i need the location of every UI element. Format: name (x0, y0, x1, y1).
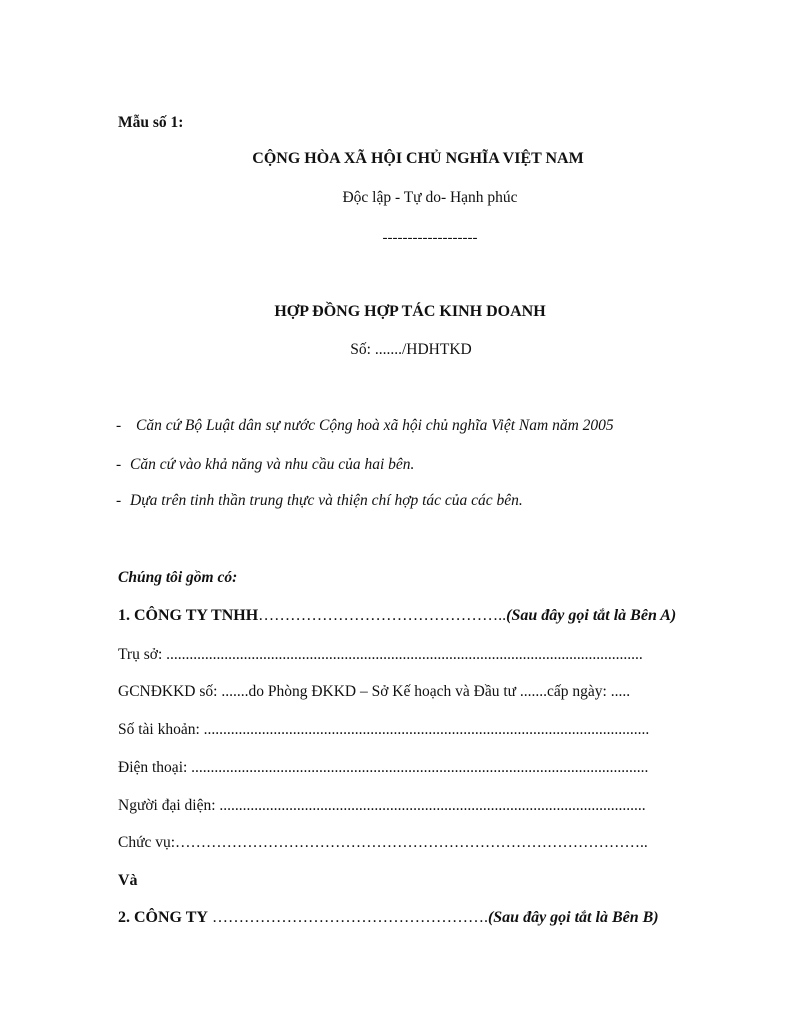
field-position: Chức vụ:……………………………………………………………………………….. (118, 834, 648, 851)
list-dash: - (116, 492, 122, 509)
conjunction-and: Và (118, 872, 138, 889)
contract-title: HỢP ĐỒNG HỢP TÁC KINH DOANH (274, 303, 546, 320)
party-a-line (118, 606, 676, 626)
field-business-registration: GCNĐKKD số: .......do Phòng ĐKKD – Sở Kế hoạch và Đầu tư .......cấp ngày: ..... (118, 683, 631, 700)
legal-basis-text: Dựa trên tinh thần trung thực và thiện chí hợp tác của các bên. (130, 492, 523, 509)
legal-basis-item (116, 416, 614, 436)
nation-header: CỘNG HÒA XÃ HỘI CHỦ NGHĨA VIỆT NAM (252, 150, 584, 167)
field-headquarters: Trụ sở: ........................................................................................................................... (118, 646, 643, 663)
legal-basis-text: Căn cứ vào khả năng và nhu cầu của hai bên. (130, 456, 415, 473)
form-number: Mẫu số 1: (118, 114, 184, 131)
legal-basis-item (116, 491, 523, 511)
contract-number: Số: ......./HDHTKD (350, 341, 472, 358)
legal-basis-item (116, 455, 414, 475)
list-dash: - (116, 417, 122, 434)
party-a-name: 1. CÔNG TY TNHH (118, 607, 259, 624)
party-b-name: 2. CÔNG TY (118, 909, 208, 926)
party-b-line (118, 908, 659, 928)
parties-intro: Chúng tôi gồm có: (118, 569, 238, 586)
field-bank-account: Số tài khoản: ................................................................................................................... (118, 721, 650, 738)
list-dash: - (116, 456, 122, 473)
legal-basis-text: Căn cứ Bộ Luật dân sự nước Cộng hoà xã hội chủ nghĩa Việt Nam năm 2005 (136, 417, 614, 434)
party-b-blank: ……………………………………………. (207, 909, 488, 926)
header-separator: ------------------- (382, 230, 478, 246)
field-phone: Điện thoại: ...................................................................................................................... (118, 759, 649, 776)
national-motto: Độc lập - Tự do- Hạnh phúc (342, 189, 518, 206)
party-b-note: (Sau đây gọi tắt là Bên B) (487, 909, 659, 926)
party-a-blank: ……………………………………….. (258, 607, 507, 624)
party-a-note: (Sau đây gọi tắt là Bên A) (506, 607, 677, 624)
field-representative: Người đại diện: .............................................................................................................. (118, 797, 646, 814)
